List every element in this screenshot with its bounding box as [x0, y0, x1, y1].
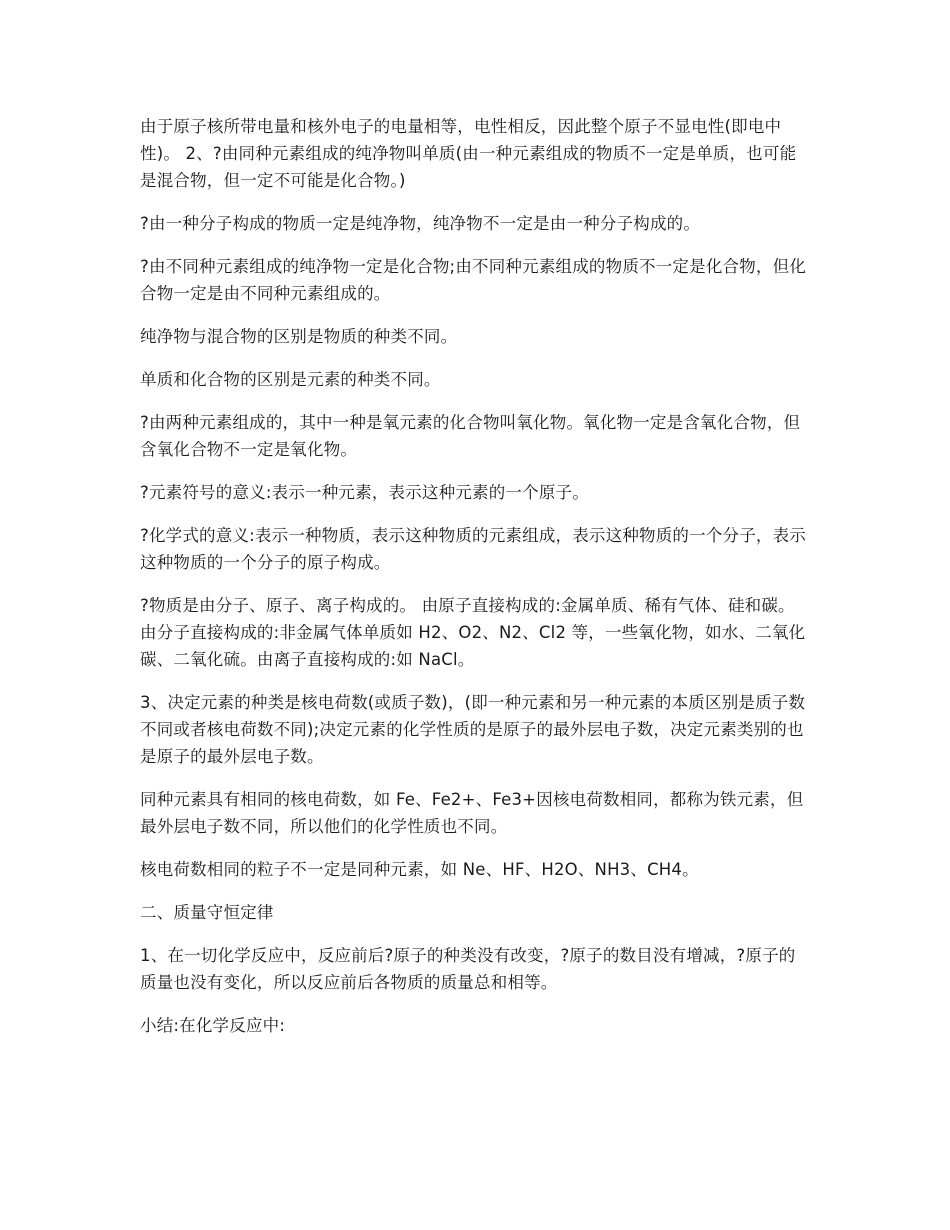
paragraph-11: 同种元素具有相同的核电荷数，如 Fe、Fe2+、Fe3+因核电荷数相同，都称为铁元素，但最外层电子数不同，所以他们的化学性质也不同。 — [140, 790, 804, 836]
paragraph-2: ?由一种分子构成的物质一定是纯净物，纯净物不一定是由一种分子构成的。 — [140, 214, 701, 233]
paragraph-3: ?由不同种元素组成的纯净物一定是化合物;由不同种元素组成的物质不一定是化合物，但化合物一定是由不同种元素组成的。 — [140, 257, 807, 303]
paragraph-15: 小结:在化学反应中: — [140, 1016, 286, 1035]
paragraph-10: 3、决定元素的种类是核电荷数(或质子数)，(即一种元素和另一种元素的本质区别是质子数不同或者核电荷数不同);决定元素的化学性质的是原子的最外层电子数，决定元素类别的也是原子的最外层电子数。 — [140, 693, 806, 766]
paragraph-7: ?元素符号的意义:表示一种元素，表示这种元素的一个原子。 — [140, 483, 589, 502]
paragraph-4: 纯净物与混合物的区别是物质的种类不同。 — [140, 327, 458, 346]
document-body — [140, 113, 812, 1055]
paragraph-12: 核电荷数相同的粒子不一定是同种元素，如 Ne、HF、H2O、NH3、CH4。 — [140, 860, 699, 879]
section-heading: 二、质量守恒定律 — [140, 903, 274, 922]
paragraph-14: 1、在一切化学反应中，反应前后?原子的种类没有改变，?原子的数目没有增减，?原子的质量也没有变化，所以反应前后各物质的质量总和相等。 — [140, 946, 796, 992]
paragraph-5: 单质和化合物的区别是元素的种类不同。 — [140, 370, 441, 389]
paragraph-6: ?由两种元素组成的，其中一种是氧元素的化合物叫氧化物。氧化物一定是含氧化合物，但含氧化合物不一定是氧化物。 — [140, 413, 801, 459]
paragraph-9: ?物质是由分子、原子、离子构成的。 由原子直接构成的:金属单质、稀有气体、硅和碳。 由分子直接构成的:非金属气体单质如 H2、O2、N2、Cl2 等，一些氧化物，如水、二氧化碳、二氧化硫。由离子直接构成的:如 NaCl。 — [140, 596, 806, 669]
paragraph-1: 由于原子核所带电量和核外电子的电量相等，电性相反，因此整个原子不显电性(即电中性)。 2、?由同种元素组成的纯净物叫单质(由一种元素组成的物质不一定是单质，也可能是混合物，但一定不可能是化合物。) — [140, 117, 797, 190]
paragraph-8: ?化学式的意义:表示一种物质，表示这种物质的元素组成，表示这种物质的一个分子，表示这种物质的一个分子的原子构成。 — [140, 526, 807, 572]
